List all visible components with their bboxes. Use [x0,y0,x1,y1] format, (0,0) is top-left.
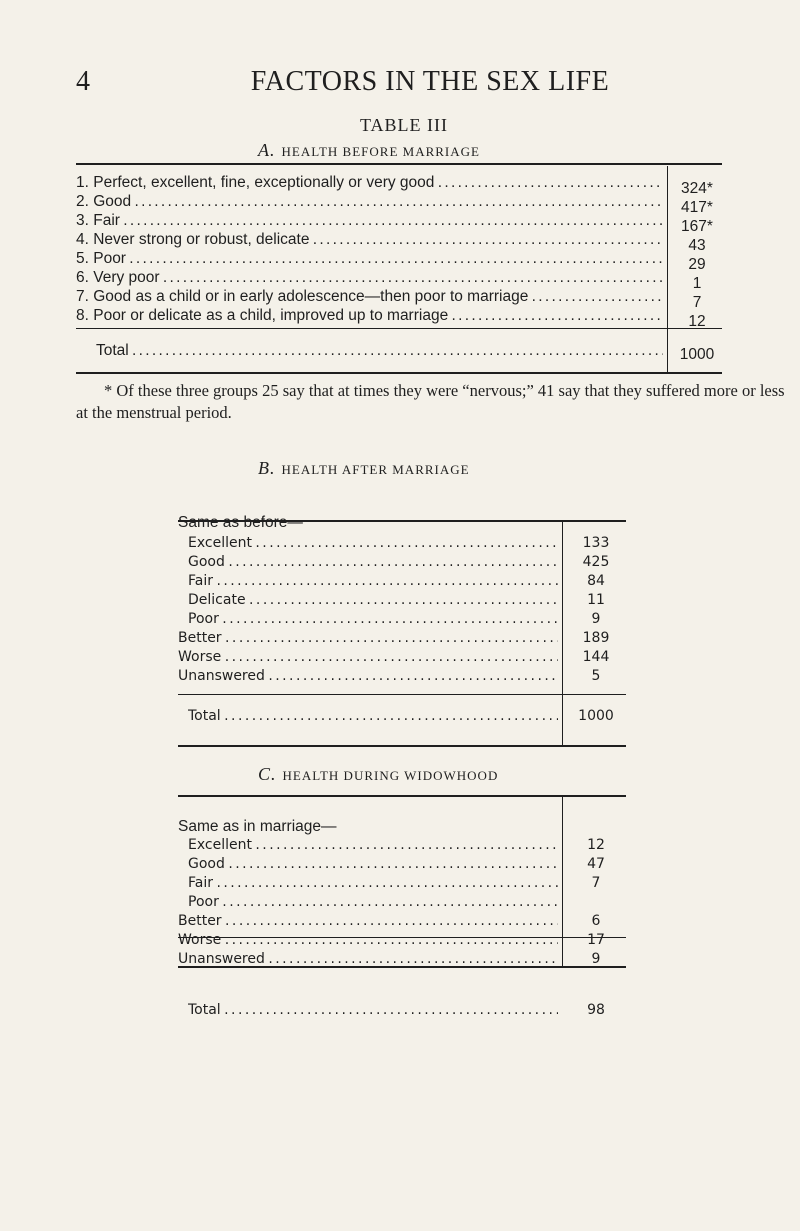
row-value: 1 [692,275,702,292]
row-value: 7 [692,294,702,311]
section-b-total-rule [178,694,626,695]
section-a-title [258,140,480,161]
section-a-heading: HEALTH BEFORE MARRIAGE [281,144,480,159]
table-row [178,628,558,649]
row-label: Better . . . [178,911,558,932]
row-label: Good . . . [188,552,558,573]
section-b-title [258,458,470,479]
table-row [76,229,663,250]
table-row [188,892,558,913]
row-value: 7 [591,875,601,891]
row-label: Unanswered . . . [178,949,558,970]
row-label: Unanswered . . . [178,666,558,687]
row-value [568,892,624,913]
row-label: 2. Good . . . [76,191,663,212]
row-value: 167* [681,218,713,235]
section-c-top-rule [178,795,626,797]
row-label: Delicate . . . [188,590,558,611]
table-row [178,911,558,932]
row-label: Better . . . [178,628,558,649]
total-label: Total . . . [188,1000,558,1021]
total-value: 1000 [578,708,614,724]
table-row [188,590,558,611]
section-b-column-divider [562,520,563,746]
row-label: 3. Fair . . . [76,210,663,231]
row-label: Fair . . . [188,571,558,592]
table-row [178,949,558,970]
row-label: 6. Very poor . . . [76,267,663,288]
row-value: 43 [688,237,706,254]
row-value: 189 [582,630,610,646]
table-row [188,854,558,875]
section-a-column-divider [667,166,668,372]
row-value: 12 [587,837,605,853]
row-value: 29 [688,256,706,273]
section-b-bottom-rule [178,745,626,747]
total-label: Total . . . [96,340,663,361]
table-row [178,647,558,668]
table-row [76,286,663,307]
table-row [76,248,663,269]
table-row [178,666,558,687]
total-row [96,340,663,361]
section-c-title [258,764,498,785]
footnote: * Of these three groups 25 say that at times they were “nervous;” 41 say that they suffered more or less at the menstrual period. [76,381,785,422]
table-row [188,533,558,554]
table-row [188,835,558,856]
section-a-total-rule [76,328,722,329]
section-b-letter: B. [258,458,276,478]
section-b-heading: HEALTH AFTER MARRIAGE [281,462,470,477]
page-number: 4 [76,66,90,97]
section-c-heading: HEALTH DURING WIDOWHOOD [282,768,499,783]
row-label: Good . . . [188,854,558,875]
row-value: 6 [591,913,601,929]
row-value: 324* [681,180,713,197]
row-value: 84 [587,573,605,589]
row-value: 5 [591,668,601,684]
row-value: 133 [582,535,610,551]
row-label: Worse . . . [178,930,558,951]
section-c-letter: C. [258,764,277,784]
total-label: Total . . . [188,706,558,727]
row-value: 417* [681,199,713,216]
section-a-top-rule [76,163,722,165]
row-value: 17 [587,932,605,948]
total-row [188,706,558,727]
row-label: Excellent . . . [188,835,558,856]
section-a-bottom-rule [76,372,722,374]
row-label: 7. Good as a child or in early adolescence—then poor to marriage . . . [76,286,663,307]
table-row [188,552,558,573]
section-c-column-divider [562,795,563,966]
row-label: Worse . . . [178,647,558,668]
table-title: TABLE III [359,115,449,135]
row-label: Fair . . . [188,873,558,894]
row-value: 12 [688,313,706,330]
table-row [76,172,663,193]
table-row [76,191,663,212]
table-row [178,930,558,951]
row-label: 1. Perfect, excellent, fine, exceptionally or very good . . . [76,172,663,193]
row-label: 8. Poor or delicate as a child, improved up to marriage . . . [76,305,663,326]
table-row [76,267,663,288]
row-value: 425 [582,554,610,570]
table-row [188,609,558,630]
row-value: 11 [587,592,605,608]
row-value: 9 [591,951,601,967]
total-row [188,1000,558,1021]
row-label: 4. Never strong or robust, delicate . . . [76,229,663,250]
total-value: 1000 [679,346,715,363]
row-value: 47 [587,856,605,872]
row-label: Excellent . . . [188,533,558,554]
table-row [188,873,558,894]
group-heading: Same as in marriage— [178,818,337,835]
row-label: Poor . . . [188,609,558,630]
table-row [76,210,663,231]
table-row [188,571,558,592]
total-value: 98 [587,1002,605,1018]
group-heading: Same as before— [178,514,303,531]
table-row [76,305,663,326]
row-label: 5. Poor . . . [76,248,663,269]
row-label: Poor . . . [188,892,558,913]
row-value: 9 [591,611,601,627]
row-value: 144 [582,649,610,665]
section-a-letter: A. [258,140,276,160]
running-head: FACTORS IN THE SEX LIFE [250,66,610,97]
